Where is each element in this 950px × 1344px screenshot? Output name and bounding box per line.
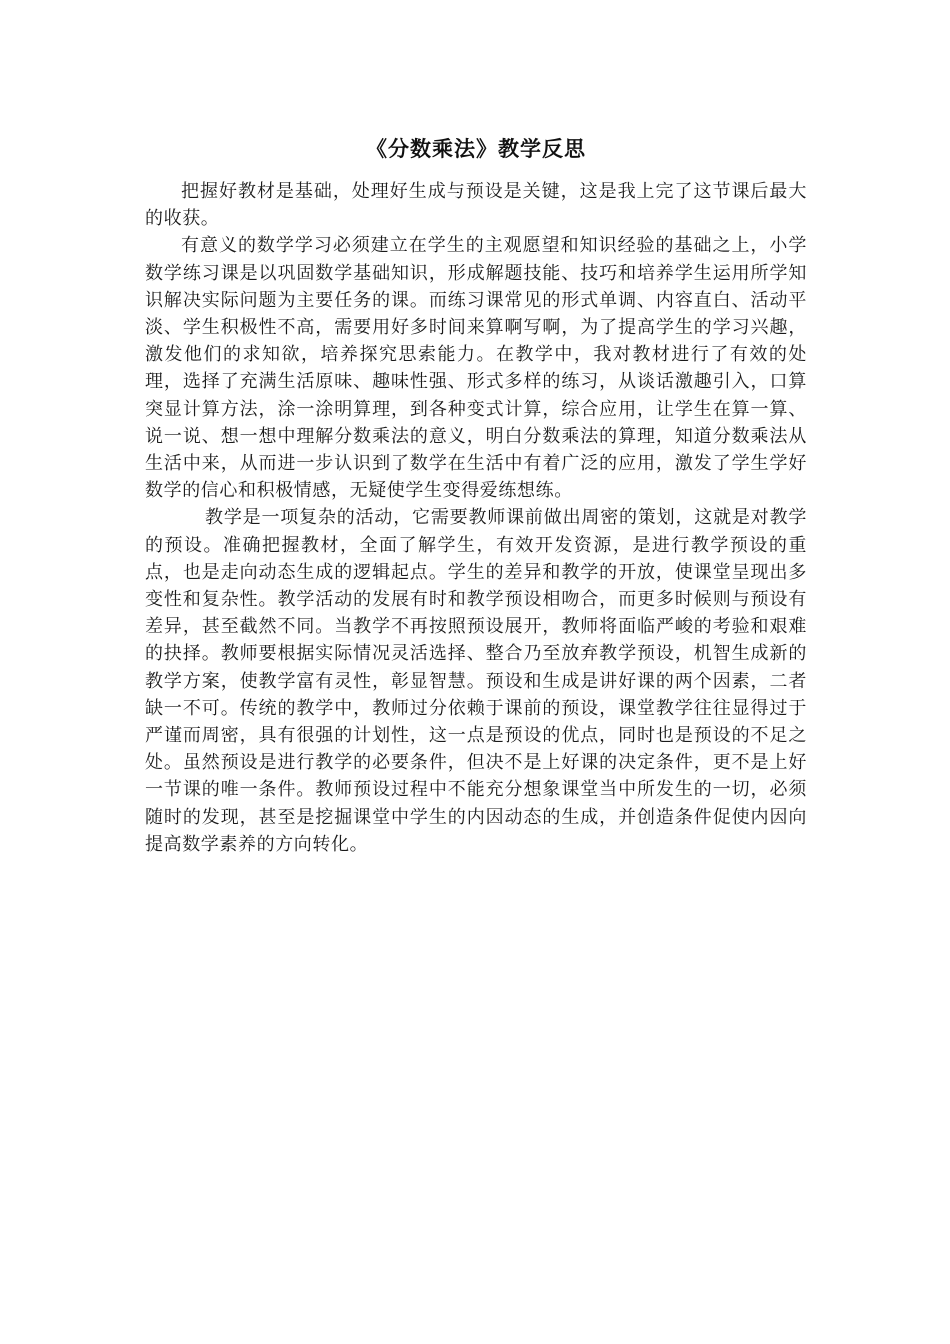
paragraph-preset-and-generation: 教学是一项复杂的活动，它需要教师课前做出周密的策划，这就是对教学的预设。准确把握教材，全面了解学生，有效开发资源，是进行教学预设的重点，也是走向动态生成的逻辑起点。学生的差异和教学的开放，使课堂呈现出多变性和复杂性。教学活动的发展有时和教学预设相吻合，而更多时候则与预设有差异，甚至截然不同。当教学不再按照预设展开，教师将面临严峻的考验和艰难的抉择。教师要根据实际情况灵活选择、整合乃至放弃教学预设，机智生成新的教学方案，使教学富有灵性，彰显智慧。预设和生成是讲好课的两个因素，二者缺一不可。传统的教学中，教师过分依赖于课前的预设，课堂教学往往显得过于严谨而周密，具有很强的计划性，这一点是预设的优点，同时也是预设的不足之处。虽然预设是进行教学的必要条件，但决不是上好课的决定条件，更不是上好一节课的唯一条件。教师预设过程中不能充分想象课堂当中所发生的一切，必须随时的发现，甚至是挖掘课堂中学生的内因动态的生成，并创造条件促使内因向提高数学素养的方向转化。 <box>145 507 807 855</box>
document-body <box>145 132 807 858</box>
document-title: 《分数乘法》教学反思 <box>366 136 586 161</box>
paragraph-practice-lesson: 有意义的数学学习必须建立在学生的主观愿望和知识经验的基础之上，小学数学练习课是以巩固数学基础知识，形成解题技能、技巧和培养学生运用所学知识解决实际问题为主要任务的课。而练习课常见的形式单调、内容直白、活动平淡、学生积极性不高，需要用好多时间来算啊写啊，为了提高学生的学习兴趣，激发他们的求知欲，培养探究思索能力。在教学中，我对教材进行了有效的处理，选择了充满生活原味、趣味性强、形式多样的练习，从谈话激趣引入，口算突显计算方法，涂一涂明算理，到各种变式计算，综合应用，让学生在算一算、说一说、想一想中理解分数乘法的意义，明白分数乘法的算理，知道分数乘法从生活中来，从而进一步认识到了数学在生活中有着广泛的应用，激发了学生学好数学的信心和积极情感，无疑使学生变得爱练想练。 <box>145 235 807 502</box>
paragraph-summary: 把握好教材是基础，处理好生成与预设是关键，这是我上完了这节课后最大的收获。 <box>145 181 807 230</box>
